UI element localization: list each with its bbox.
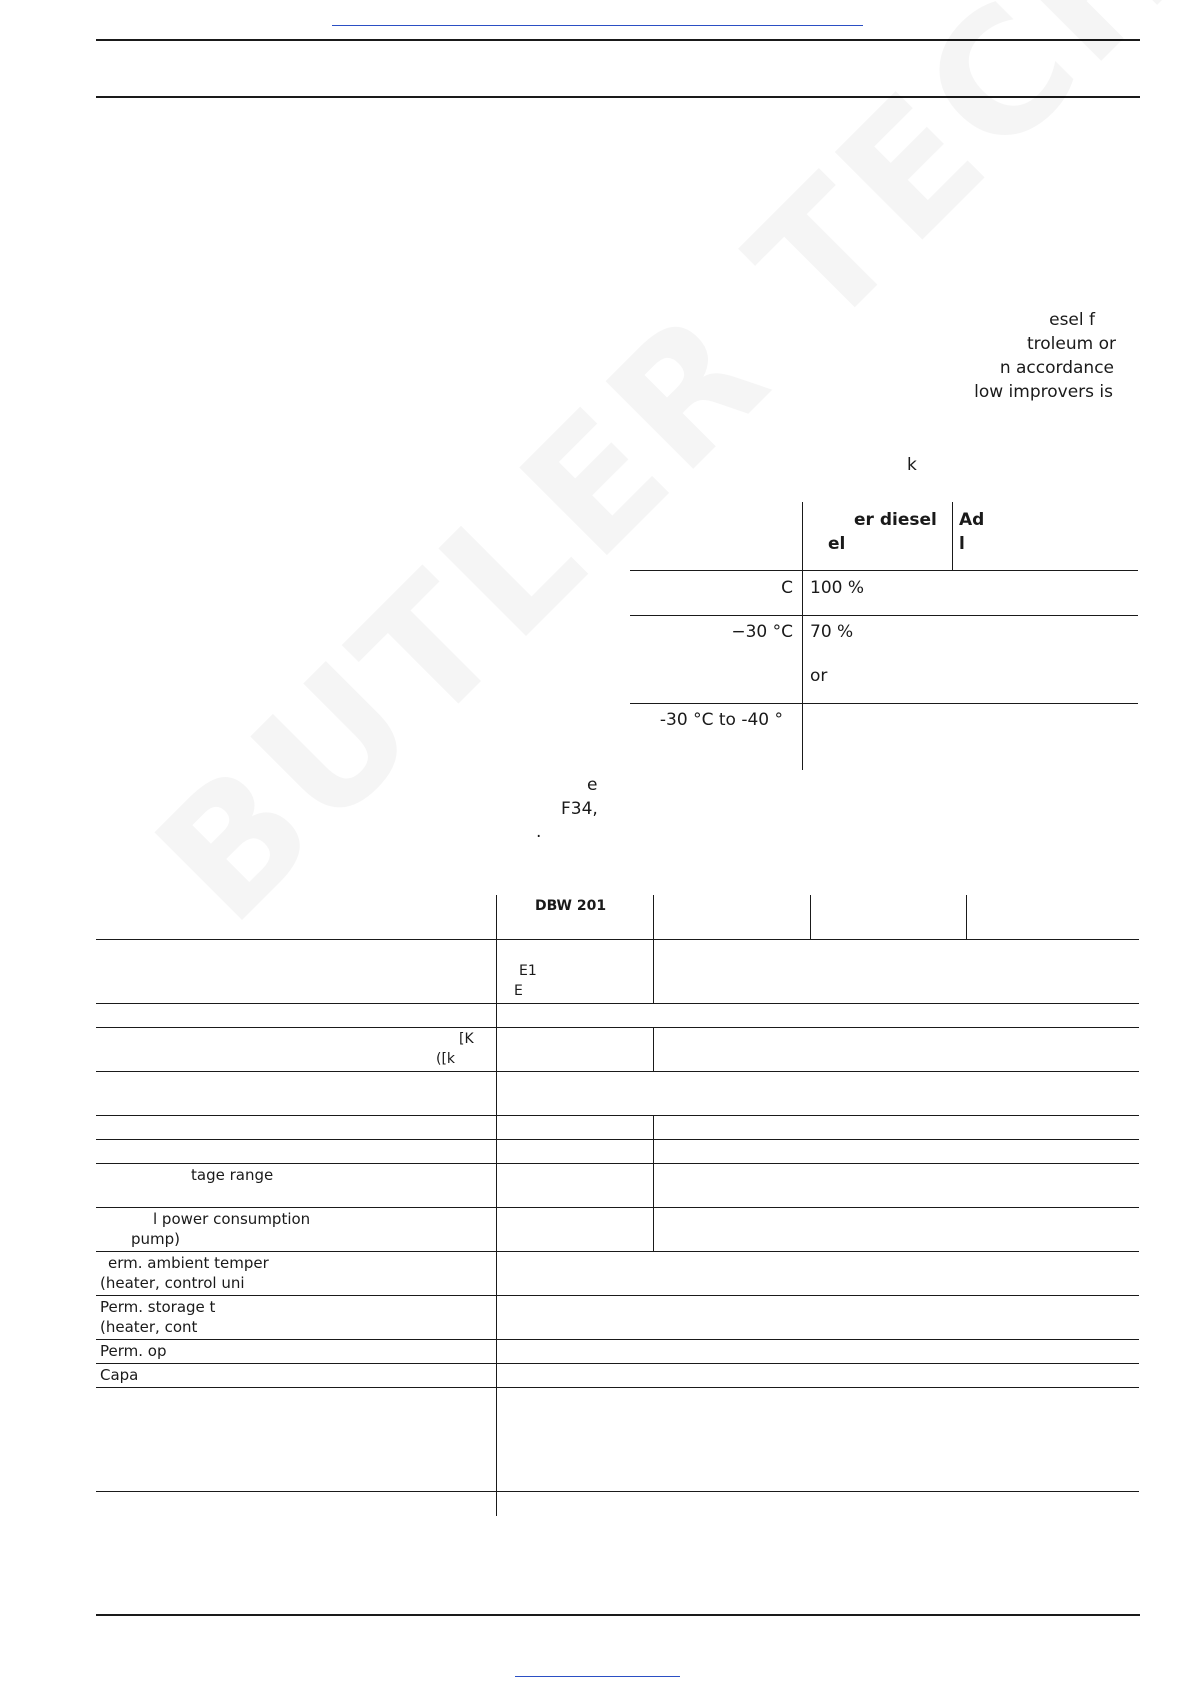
fuel-table-row3-temp: -30 °C to -40 ° (659, 710, 783, 730)
intro-line-3: n accordance (999, 358, 1114, 378)
fuel-table-divider-1 (802, 502, 803, 770)
fuel-table-row2-note: or (810, 666, 828, 686)
fuel-table-head-col2-line1: er diesel (854, 510, 937, 530)
tech-table-row10-label2: (heater, cont (100, 1318, 198, 1336)
footer-rule (96, 1614, 1140, 1616)
tech-table-col-divider-row3 (653, 1027, 654, 1071)
tech-table-head-col2: DBW 201 (535, 898, 607, 914)
watermark (120, 0, 1190, 960)
tech-table-row8-label2: pump) (131, 1230, 181, 1248)
intro-line-5: k (907, 455, 917, 475)
header-rule-top (96, 39, 1140, 41)
tech-table-rule-13 (96, 1491, 1139, 1492)
tech-table-row9-label2: (heater, control uni (100, 1274, 245, 1292)
tech-table-rule-12 (96, 1387, 1139, 1388)
fuel-table-rule-1 (630, 615, 1138, 616)
after-table-line-1: e (587, 775, 598, 795)
tech-table-row10-label1: Perm. storage t (100, 1298, 216, 1316)
after-table-line-3: . (536, 822, 542, 842)
tech-table-row12-label1: Capa (100, 1366, 139, 1384)
tech-table-rule-11 (96, 1363, 1139, 1364)
tech-table-row11-label1: Perm. op (100, 1342, 167, 1360)
tech-table-rule-9 (96, 1295, 1139, 1296)
tech-table-rule-3 (96, 1071, 1139, 1072)
after-table-line-2: F34, (561, 799, 598, 819)
tech-table-rule-0 (96, 939, 1139, 940)
bottom-link-underline (515, 1676, 680, 1677)
tech-table-col-divider-main (496, 895, 497, 1516)
tech-table-row3-label2: ([k (436, 1051, 456, 1067)
tech-table-rule-8 (96, 1251, 1139, 1252)
tech-table-rule-2 (96, 1027, 1139, 1028)
tech-table-rule-6 (96, 1163, 1139, 1164)
tech-table-rule-4 (96, 1115, 1139, 1116)
intro-line-4: low improvers is (974, 382, 1113, 402)
intro-line-2: troleum or (1027, 334, 1116, 354)
tech-table-row8-label1: l power consumption (153, 1210, 311, 1228)
fuel-table-rule-2 (630, 703, 1138, 704)
tech-table-row3-label1: [K (459, 1031, 474, 1047)
tech-table-col-divider-4 (966, 895, 967, 939)
top-link-underline (332, 25, 863, 26)
tech-table-col-divider-2 (653, 895, 654, 939)
fuel-table-head-col3-line2: l (959, 534, 965, 554)
fuel-table-divider-2 (952, 502, 953, 570)
tech-table-col-divider-3 (810, 895, 811, 939)
fuel-table-rule-head (630, 570, 1138, 571)
fuel-table-head-col3-line1: Ad (959, 510, 985, 530)
tech-table-col-divider-row1 (653, 939, 654, 1003)
tech-table-row9-label1: erm. ambient temper (108, 1254, 269, 1272)
fuel-table-row1-temp: C (781, 578, 793, 598)
tech-table-row7-label1: tage range (191, 1166, 274, 1184)
tech-table-row1-val1: E1 (519, 963, 537, 979)
fuel-table-row2-temp: −30 °C (731, 622, 793, 642)
tech-table-rule-5 (96, 1139, 1139, 1140)
intro-line-1: esel f (1049, 310, 1095, 330)
tech-table-col-divider-row5 (653, 1115, 654, 1251)
tech-table-rule-10 (96, 1339, 1139, 1340)
tech-table-rule-1 (96, 1003, 1139, 1004)
fuel-table-row2-value: 70 % (810, 622, 854, 642)
fuel-table-head-col2-line2: el (828, 534, 846, 554)
tech-table-row1-val2: E (514, 983, 523, 999)
header-rule-bottom (96, 96, 1140, 98)
fuel-table-row1-value: 100 % (810, 578, 865, 598)
tech-table-rule-7 (96, 1207, 1139, 1208)
